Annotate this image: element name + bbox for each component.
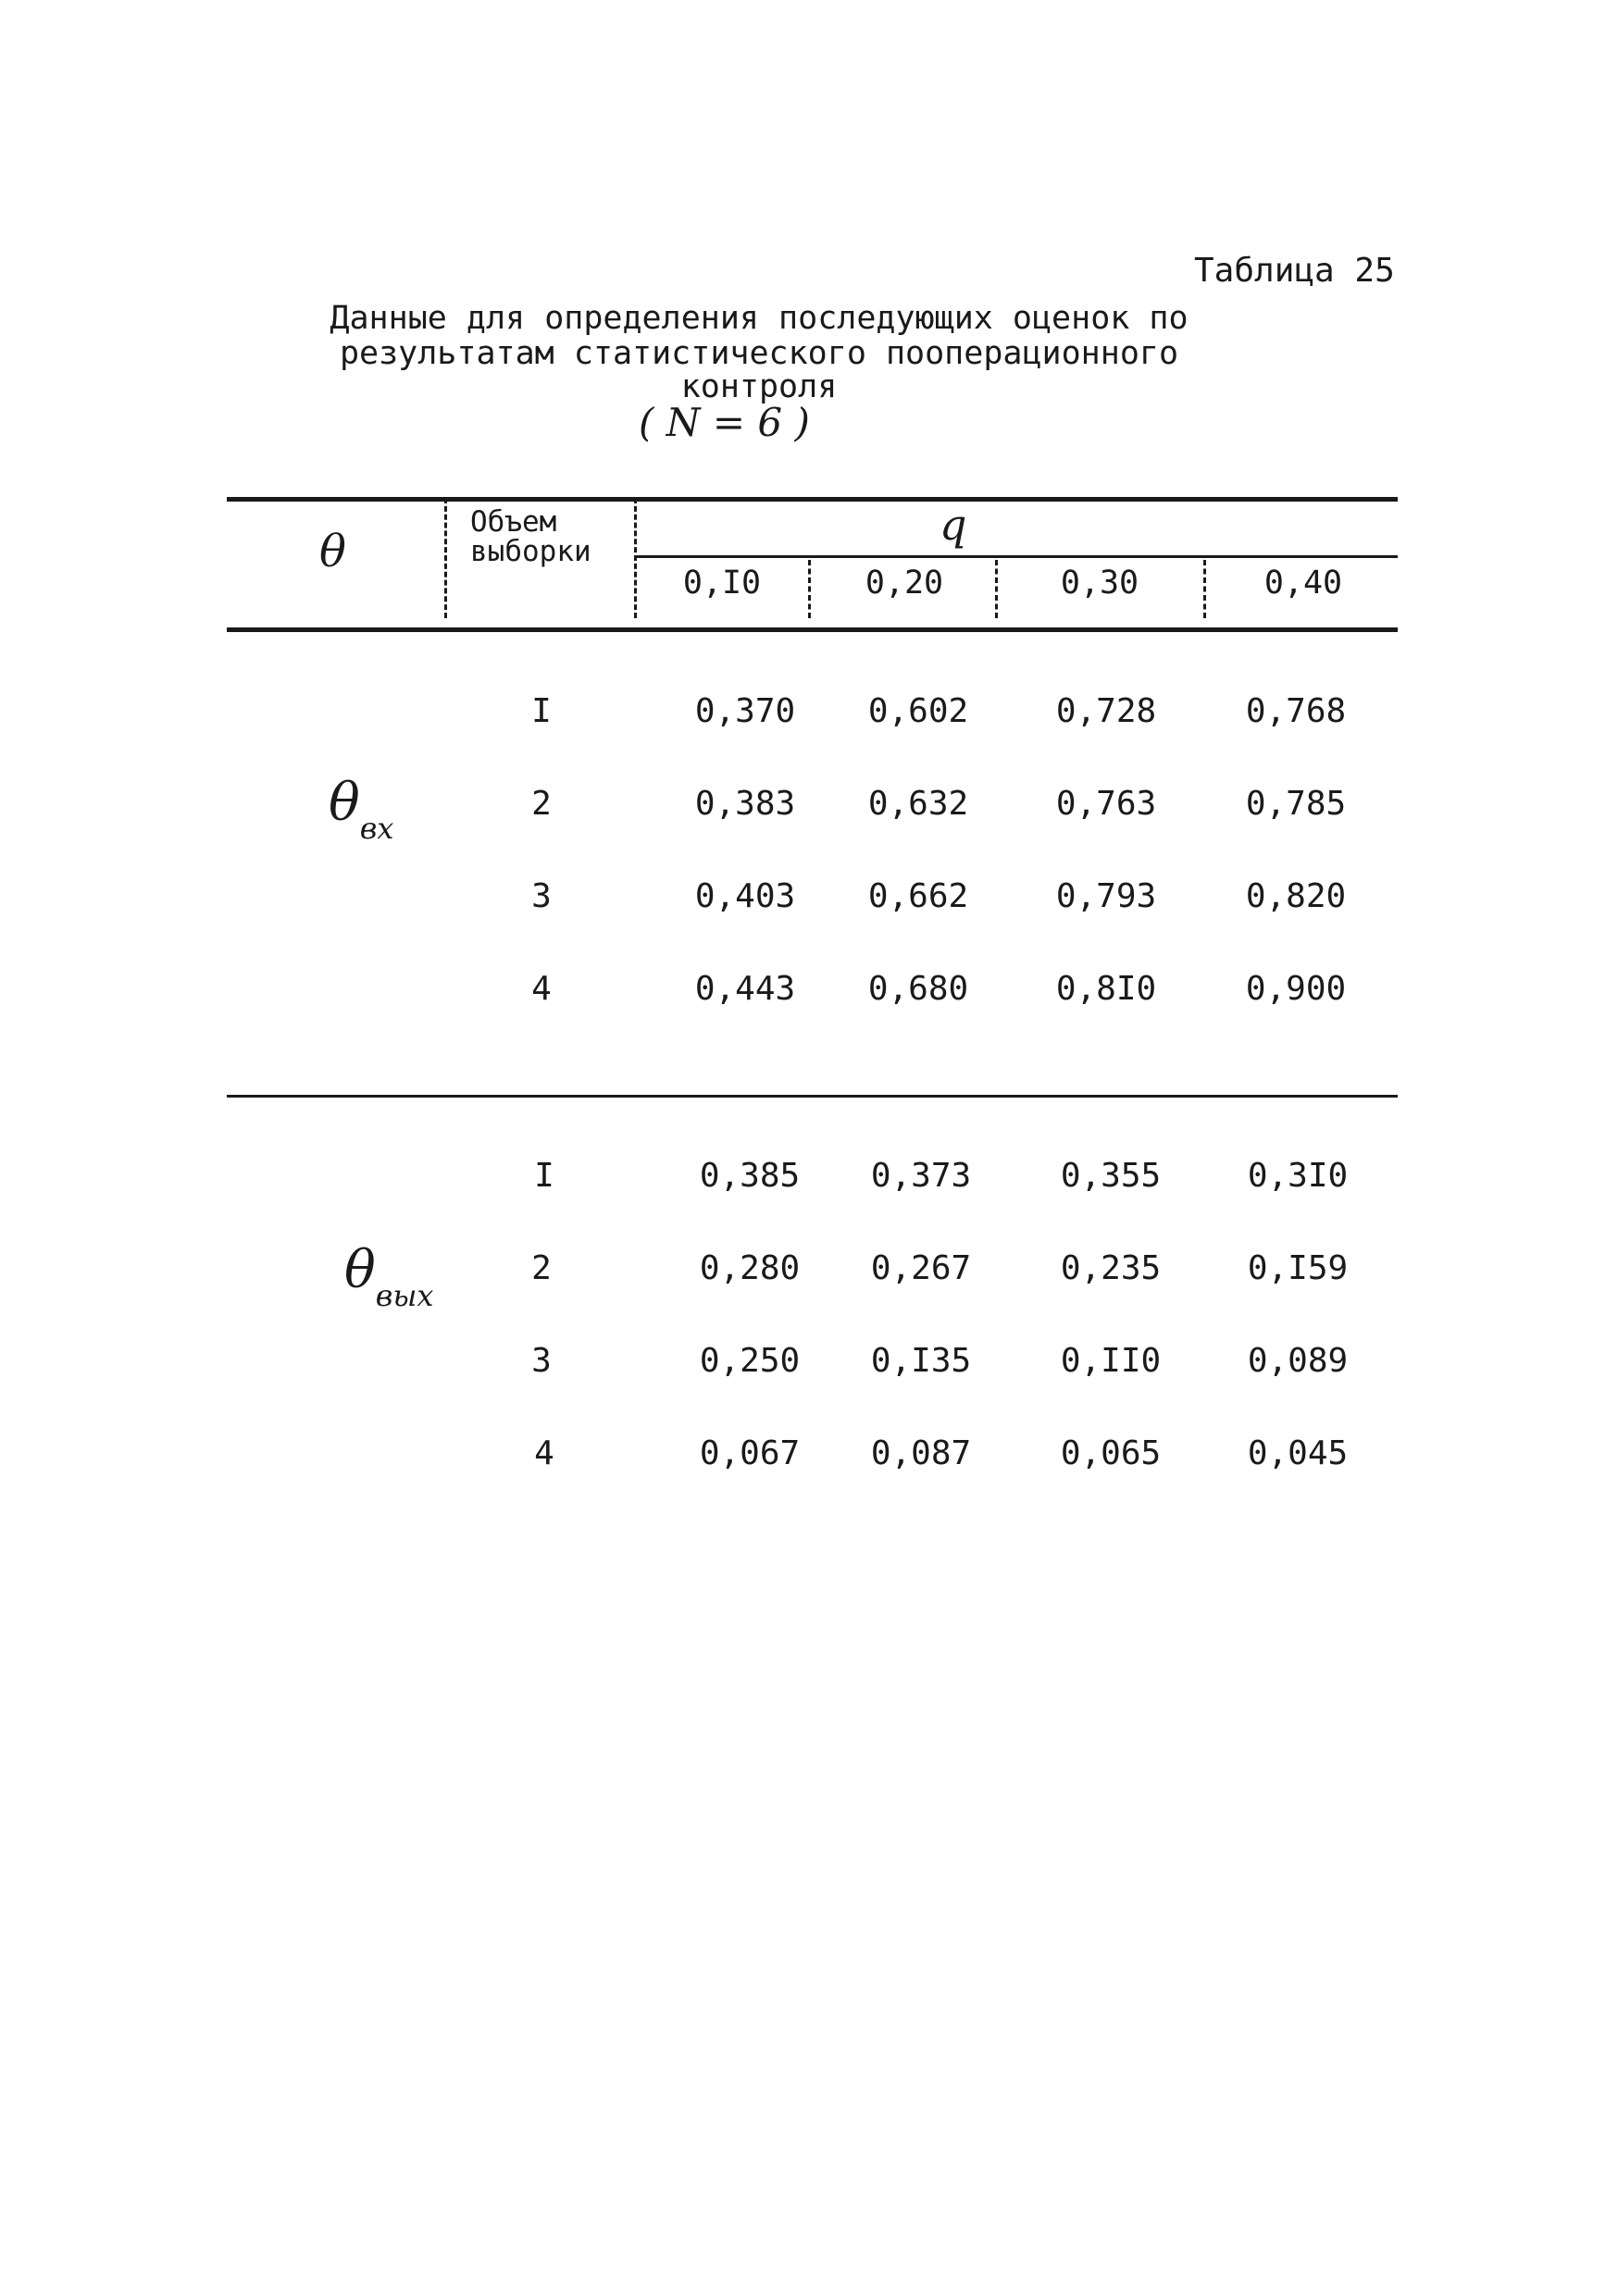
value-cell: 0,I35 bbox=[870, 1342, 972, 1380]
value-cell: 0,067 bbox=[699, 1434, 801, 1472]
value-cell: 0,383 bbox=[694, 785, 796, 823]
value-cell: 0,768 bbox=[1245, 692, 1347, 730]
value-cell: 0,065 bbox=[1060, 1434, 1162, 1472]
value-cell: 0,662 bbox=[867, 877, 969, 915]
q-header: q bbox=[940, 500, 967, 550]
group-separator-rule bbox=[227, 1095, 1398, 1098]
value-cell: 0,602 bbox=[867, 692, 969, 730]
value-cell: 0,793 bbox=[1055, 877, 1157, 915]
value-cell: 0,II0 bbox=[1060, 1342, 1162, 1380]
header-divider-1 bbox=[444, 498, 447, 618]
q-divider-2 bbox=[995, 560, 998, 618]
value-cell: 0,089 bbox=[1247, 1342, 1349, 1380]
value-cell: 0,087 bbox=[870, 1434, 972, 1472]
value-cell: 0,680 bbox=[867, 970, 969, 1008]
value-cell: 0,900 bbox=[1245, 970, 1347, 1008]
table-title-line-3: контроля bbox=[680, 368, 838, 405]
header-bottom-rule bbox=[227, 627, 1398, 632]
q-value-header: 0,40 bbox=[1263, 565, 1343, 602]
value-cell: 0,370 bbox=[694, 692, 796, 730]
value-cell: 0,403 bbox=[694, 877, 796, 915]
value-cell: 0,355 bbox=[1060, 1157, 1162, 1195]
value-cell: 0,8I0 bbox=[1055, 970, 1157, 1008]
sample-size-cell: I bbox=[531, 692, 552, 730]
value-cell: 0,385 bbox=[699, 1157, 801, 1195]
value-cell: 0,267 bbox=[870, 1249, 972, 1287]
value-cell: 0,443 bbox=[694, 970, 796, 1008]
q-subheader-rule bbox=[634, 555, 1398, 558]
top-rule bbox=[227, 497, 1398, 502]
sample-size-cell: 2 bbox=[531, 785, 552, 823]
value-cell: 0,820 bbox=[1245, 877, 1347, 915]
theta-symbol: θ bbox=[329, 773, 360, 833]
q-divider-3 bbox=[1203, 560, 1206, 618]
theta-subscript: вых bbox=[375, 1278, 434, 1313]
sample-size-cell: 2 bbox=[531, 1249, 552, 1287]
q-divider-1 bbox=[808, 560, 811, 618]
sample-size-cell: 4 bbox=[534, 1434, 554, 1472]
theta-out-label bbox=[344, 1240, 434, 1313]
theta-in-label bbox=[329, 773, 394, 846]
sample-size-cell: 4 bbox=[531, 970, 552, 1008]
q-value-header: 0,I0 bbox=[682, 565, 762, 602]
sample-size-cell: 3 bbox=[531, 1342, 552, 1380]
value-cell: 0,785 bbox=[1245, 785, 1347, 823]
theta-subscript: вх bbox=[359, 811, 394, 846]
theta-header: θ bbox=[319, 526, 346, 577]
value-cell: 0,I59 bbox=[1247, 1249, 1349, 1287]
table-label: Таблица 25 bbox=[1194, 252, 1395, 290]
q-value-header: 0,20 bbox=[865, 565, 944, 602]
table-title-line-2: результатам статистического пооперационного bbox=[339, 335, 1179, 372]
value-cell: 0,235 bbox=[1060, 1249, 1162, 1287]
value-cell: 0,373 bbox=[870, 1157, 972, 1195]
header-divider-2 bbox=[634, 498, 637, 618]
value-cell: 0,250 bbox=[699, 1342, 801, 1380]
value-cell: 0,763 bbox=[1055, 785, 1157, 823]
sample-size-header: Объем выборки bbox=[470, 505, 591, 568]
value-cell: 0,280 bbox=[699, 1249, 801, 1287]
sample-size-cell: 3 bbox=[531, 877, 552, 915]
value-cell: 0,632 bbox=[867, 785, 969, 823]
sample-size-cell: I bbox=[534, 1157, 554, 1195]
sample-parameter: ( N = 6 ) bbox=[639, 400, 810, 445]
value-cell: 0,3I0 bbox=[1247, 1157, 1349, 1195]
value-cell: 0,045 bbox=[1247, 1434, 1349, 1472]
q-value-header: 0,30 bbox=[1060, 565, 1139, 602]
theta-symbol: θ bbox=[344, 1240, 376, 1300]
table-title-line-1: Данные для определения последующих оценок по bbox=[330, 300, 1189, 337]
value-cell: 0,728 bbox=[1055, 692, 1157, 730]
